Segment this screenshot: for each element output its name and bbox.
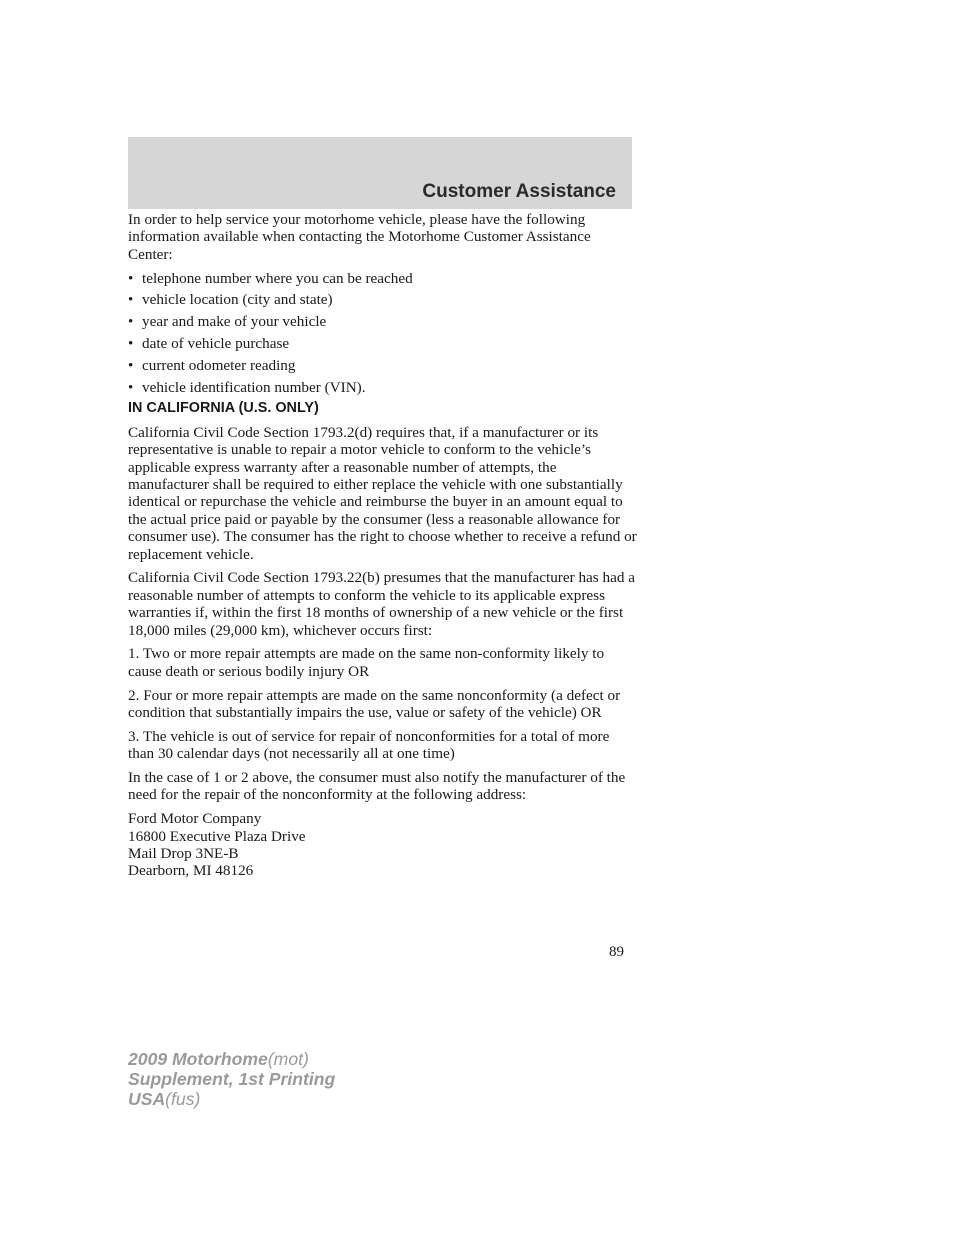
body-paragraph: 3. The vehicle is out of service for repair of nonconformities for a total of more than 30 calendar days (not necessarily all at one time) [128,727,610,763]
section-title: Customer Assistance [422,181,616,202]
list-item-text: year and make of your vehicle [142,313,327,331]
body-paragraph: California Civil Code Section 1793.22(b) presumes that the manufacturer has had a reasonable number of attempts to conform the vehicle to its applicable express warranties if, within the first 18 months of ownership of a new vehicle or the first 18,000 miles (29,000 km), whichever occurs first: [128,569,635,639]
list-item [128,291,638,308]
body-paragraph: 1. Two or more repair attempts are made on the same non-conformity likely to cause death or serious bodily injury OR [128,645,605,680]
footer-line [128,1049,335,1069]
address-line: 16800 Executive Plaza Drive [128,827,306,845]
page-number: 89 [609,944,624,960]
california-section-heading: IN CALIFORNIA (U.S. ONLY) [128,400,319,417]
list-item [128,379,638,396]
bullet-icon: • [128,335,134,352]
body-paragraph: California Civil Code Section 1793.2(d) requires that, if a manufacturer or its representative is unable to repair a motor vehicle to conform to the vehicle’s applicable express warranty after a reasonable number of attempts, the manufacturer shall be required to either replace the vehicle with one substantially identical or repurchase the vehicle and reimburse the buyer in an amount equal to the actual price paid or payable by the consumer (less a reasonable allowance for consumer use). The consumer has the right to choose whether to receive a refund or replacement vehicle. [128,423,637,563]
list-item [128,335,638,352]
page-content [128,211,638,880]
bullet-icon: • [128,356,134,374]
footer-code: (mot) [267,1049,309,1069]
list-item-text: telephone number where you can be reached [142,269,413,287]
list-item [128,313,638,330]
list-item-text: vehicle location (city and state) [142,291,333,309]
address-line: Mail Drop 3NE-B [128,845,239,863]
address-line: Ford Motor Company [128,810,262,828]
footer-publication: 2009 Motorhome [128,1049,268,1069]
list-item [128,357,638,374]
section-header-band [128,137,632,209]
mailing-address [128,810,638,880]
footer-line [128,1089,335,1109]
footer-market: USA [128,1089,166,1109]
print-footer [128,1049,335,1109]
body-paragraph: In the case of 1 or 2 above, the consumer must also notify the manufacturer of the need for the repair of the nonconformity at the following address: [128,769,626,804]
bullet-icon: • [128,378,134,396]
intro-paragraph: In order to help service your motorhome vehicle, please have the following information available when contacting the Motorhome Customer Assistance Center: [128,211,591,263]
body-paragraph: 2. Four or more repair attempts are made on the same nonconformity (a defect or condition that substantially impairs the use, value or safety of the vehicle) OR [128,686,621,722]
list-item-text: date of vehicle purchase [142,335,290,352]
footer-code: (fus) [165,1089,201,1109]
info-bullet-list [128,270,638,396]
bullet-icon: • [128,291,134,309]
bullet-icon: • [128,313,134,331]
bullet-icon: • [128,269,134,287]
list-item [128,270,638,287]
list-item-text: current odometer reading [142,356,296,374]
footer-line: Supplement, 1st Printing [128,1069,336,1089]
address-line: Dearborn, MI 48126 [128,862,254,880]
list-item-text: vehicle identification number (VIN). [142,378,366,396]
